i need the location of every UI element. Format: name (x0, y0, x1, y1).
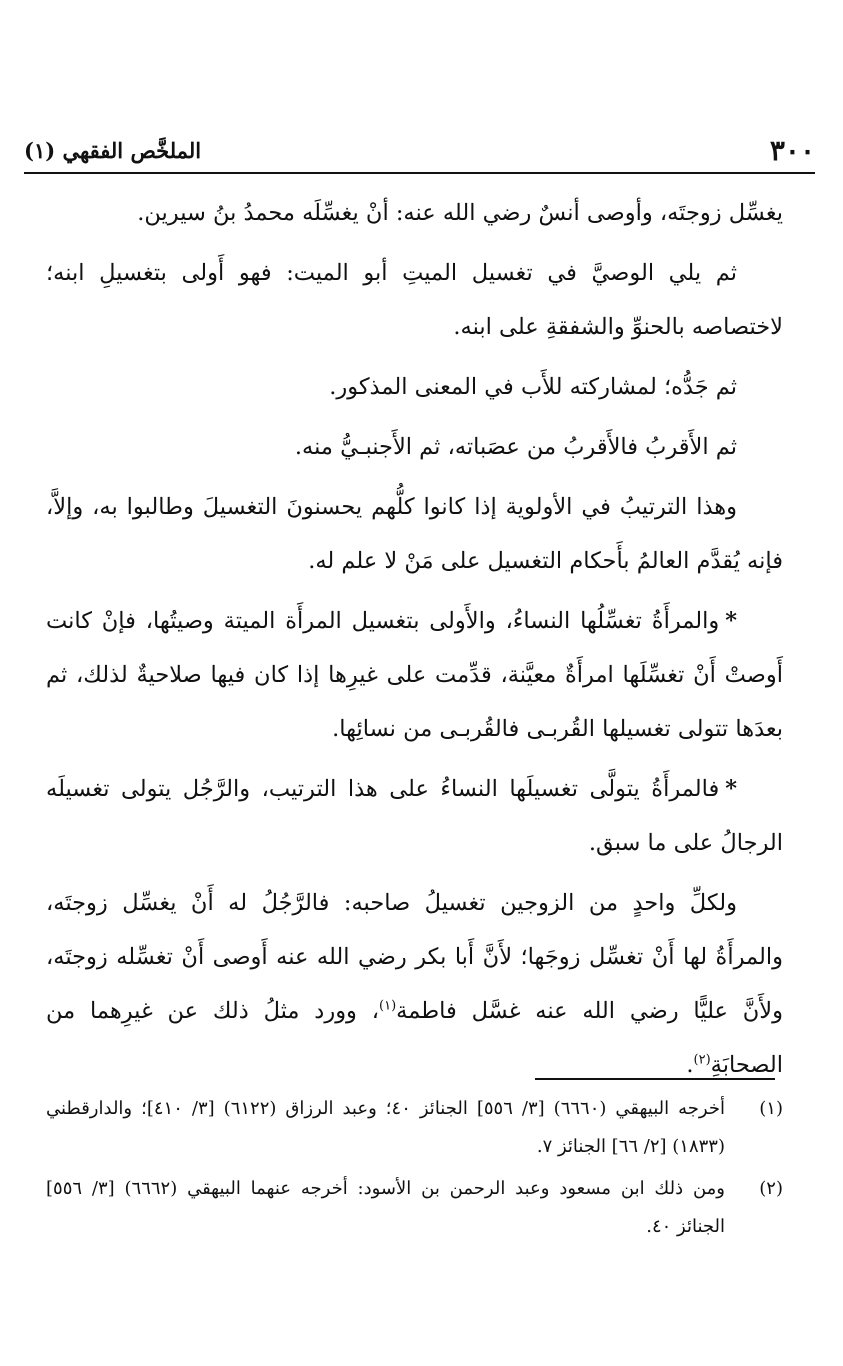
paragraph-2-text: ثم يلي الوصيَّ في تغسيل الميتِ أبو الميت: فهو أَولى بتغسيلِ ابنه؛ لاختصاصه بالحنوِّ والشفقةِ على ابنه. (46, 260, 783, 340)
paragraph-4-text: ثم الأَقربُ فالأَقربُ من عصَباته، ثم الأَجنبـيُّ منه. (294, 434, 737, 460)
paragraph-5-text: وهذا الترتيبُ في الأولوية إذا كانوا كلُّهم يحسنونَ التغسيلَ وطالبوا به، وإلاَّ، فإنه يُقدَّم العالمُ بأَحكام التغسيل على مَنْ لا علم له. (46, 494, 783, 574)
footnote-2-marker: (٢) (759, 1178, 783, 1199)
page-header (24, 128, 815, 174)
paragraph-5 (46, 480, 783, 588)
paragraph-3 (46, 360, 783, 414)
star-marker: * (725, 776, 737, 802)
footnote-divider (535, 1078, 775, 1080)
paragraph-1 (46, 186, 783, 240)
footnote-ref-2[interactable]: (٢) (693, 1052, 711, 1068)
paragraph-4 (46, 420, 783, 474)
paragraph-8-text-c: . (686, 1052, 694, 1078)
main-text (46, 186, 783, 1098)
star-marker: * (725, 608, 737, 634)
paragraph-2 (46, 246, 783, 354)
footnote-1-marker: (١) (759, 1098, 783, 1119)
footnote-2-text: ومن ذلك ابن مسعود وعبد الرحمن بن الأسود: أخرجه عنهما البيهقي (٦٦٦٢) [٣/ ٥٥٦] الجنائز ٤٠. (46, 1178, 725, 1237)
paragraph-3-text: ثم جَدُّه؛ لمشاركته للأَب في المعنى المذكور. (329, 374, 737, 400)
paragraph-8-text-b: ، وورد مثلُ ذلك عن غيرِهما من الصحابَةِ (46, 998, 783, 1078)
paragraph-6-text: والمرأَةُ تغسِّلُها النساءُ، والأَولى بتغسيل المرأَة الميتة وصيتُها، فإنْ كانت أَوصتْ أَنْ تغسِّلَها امرأَةٌ معيَّنة، قدِّمت على غيرِها إذا كان فيها صلاحيةٌ لذلك، ثم بعدَها تتولى تغسيلها القُربـى فالقُربـى من نسائِها. (46, 608, 783, 742)
footnote-1-text: أخرجه البيهقي (٦٦٦٠) [٣/ ٥٥٦] الجنائز ٤٠؛ وعبد الرزاق (٦١٢٢) [٣/ ٤١٠]؛ والدارقطني (١٨٣٣) [٢/ ٦٦] الجنائز ٧. (46, 1098, 725, 1157)
paragraph-7-text: فالمرأَةُ يتولَّى تغسيلَها النساءُ على هذا الترتيب، والرَّجُل يتولى تغسيلَه الرجالُ على ما سبق. (46, 776, 783, 856)
footnote-1 (46, 1090, 783, 1166)
page-number: ٣٠٠ (769, 133, 815, 167)
paragraph-6 (46, 594, 783, 756)
footnotes (46, 1090, 783, 1250)
footnote-2 (46, 1170, 783, 1246)
book-title: الملخَّص الفقهي (١) (24, 137, 202, 163)
paragraph-8 (46, 876, 783, 1092)
footnote-ref-1[interactable]: (١) (379, 998, 397, 1014)
paragraph-8-text-a: ولكلِّ واحدٍ من الزوجين تغسيلُ صاحبه: فالرَّجُلُ له أَنْ يغسِّل زوجتَه، والمرأَةُ لها أَنْ تغسِّل زوجَها؛ لأَنَّ أَبا بكر رضي الله عنه أَوصى أَنْ تغسِّله زوجتَه، ولأَنَّ عليًّا رضي الله عنه غسَّل فاطمة (46, 890, 783, 1024)
paragraph-7 (46, 762, 783, 870)
paragraph-1-text: يغسِّل زوجتَه، وأوصى أنسٌ رضي الله عنه: أنْ يغسِّلَه محمدُ بنُ سيرين. (137, 200, 783, 226)
